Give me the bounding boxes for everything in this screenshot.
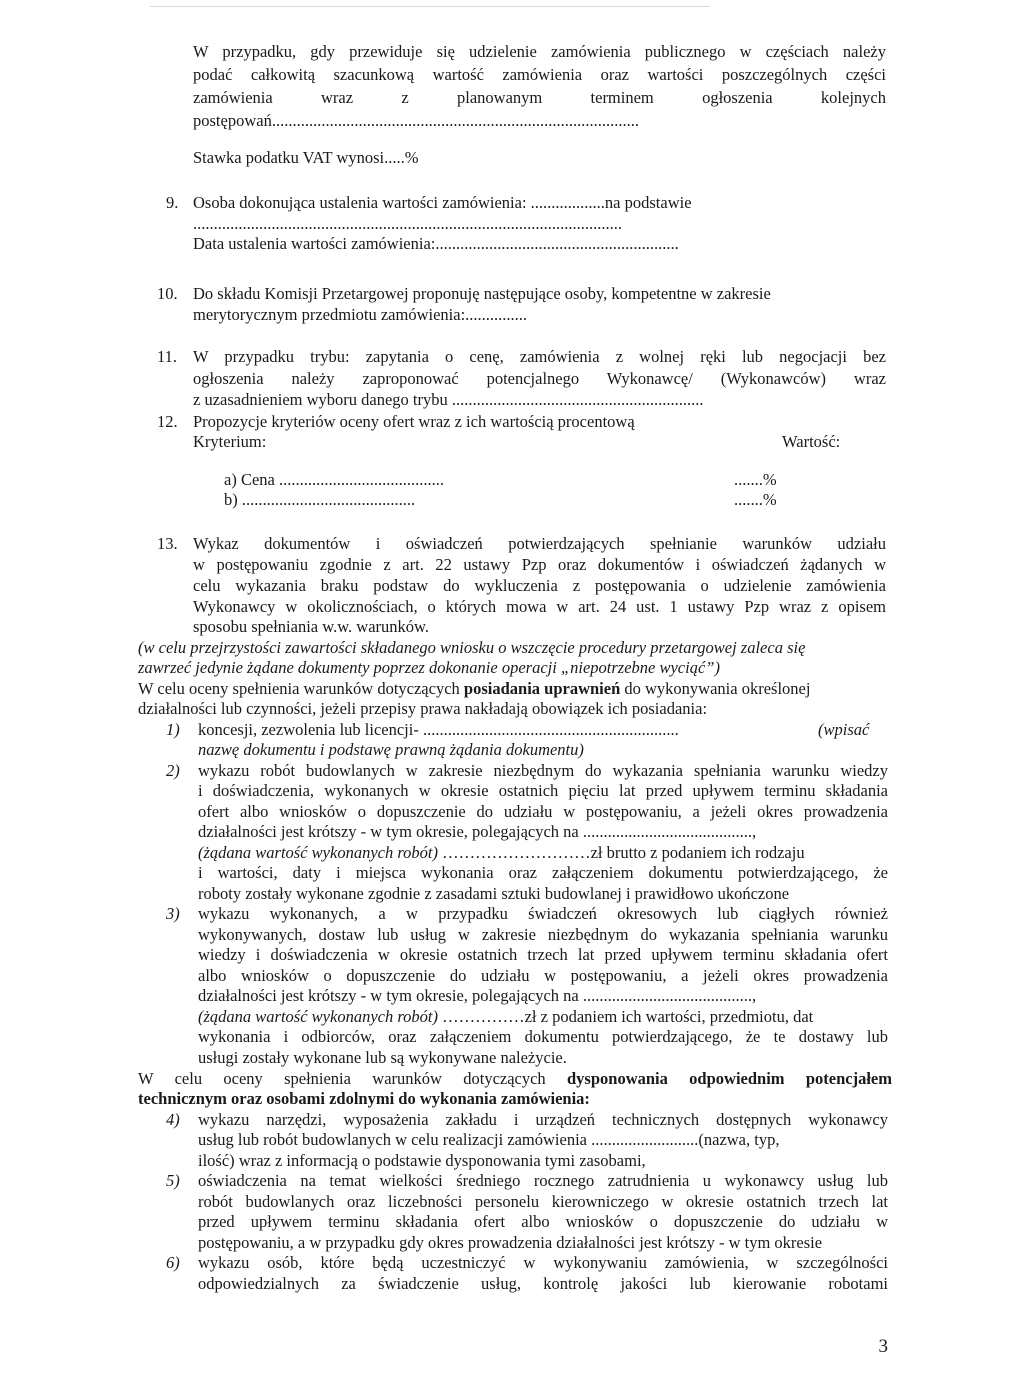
condition-6-line-2: odpowiedzialnych za świadczenie usług, kontrolę jakości lub kierowanie robotami	[198, 1274, 888, 1293]
condition-4-line-1: wykazu narzędzi, wyposażenia zakładu i urządzeń technicznych dostępnych wykonawcy	[198, 1110, 888, 1129]
section-capacity-line-1: W celu oceny spełnienia warunków dotyczących dysponowania odpowiednim potencjałem	[138, 1069, 892, 1088]
condition-4-line-3: ilość) wraz z informacją o podstawie dysponowania tymi zasobami,	[198, 1151, 646, 1170]
page-number: 3	[878, 1336, 888, 1357]
condition-3-line-4: albo wniosków o dopuszczenie do udziału w postępowaniu, a jeżeli okres prowadzenia	[198, 966, 888, 985]
item-11-line-2: ogłoszenia należy zaproponować potencjalnego Wykonawcę/ (Wykonawców) wraz	[193, 369, 886, 388]
item-12-number: 12.	[157, 412, 178, 431]
condition-2-line-6: i wartości, daty i miejsca wykonania oraz załączeniem dokumentu potwierdzającego, że	[198, 863, 888, 882]
intro-line-2: podać całkowitą szacunkową wartość zamówienia oraz wartości poszczególnych części	[193, 65, 886, 84]
item-10-line-1: Do składu Komisji Przetargowej proponuję następujące osoby, kompetentne w zakresie	[193, 284, 771, 303]
condition-5-line-1: oświadczenia na temat wielkości średniego rocznego zatrudnienia u wykonawcy usług lub	[198, 1171, 888, 1190]
condition-2-line-3: ofert albo wniosków o dopuszczenie do udziału w postępowaniu, a jeżeli okres prowadzenia	[198, 802, 888, 821]
condition-2-line-7: roboty zostały wykonane zgodnie z zasadami sztuki budowlanej i prawidłowo ukończone	[198, 884, 790, 903]
condition-3-line-6: (żądana wartość wykonanych robót) ……………zł z podaniem ich wartości, przedmiotu, dat	[198, 1007, 814, 1026]
item-9-line-1: Osoba dokonująca ustalenia wartości zamówienia: ..................na podstawie	[193, 193, 692, 212]
item-13-number: 13.	[157, 534, 178, 553]
item-13-line-3: celu wykazania braku podstaw do wykluczenia z postępowania o udzielenie zamówienia	[193, 576, 886, 595]
condition-2-line-2: i doświadczenia, wykonanych w okresie ostatnich pięciu lat przed upływem terminu składania	[198, 781, 888, 800]
item-13-line-1: Wykaz dokumentów i oświadczeń potwierdzających spełnianie warunków udziału	[193, 534, 886, 553]
condition-3-line-8: usługi zostały wykonane lub są wykonywane należycie.	[198, 1048, 567, 1067]
item-13-line-5: sposobu spełniania w.w. warunków.	[193, 617, 430, 636]
condition-5-line-4: postępowaniu, a w przypadku gdy okres prowadzenia działalności jest krótszy - w tym okresie	[198, 1233, 823, 1252]
value-header: Wartość:	[782, 432, 841, 451]
item-13-line-4: Wykonawcy w okolicznościach, o których mowa w art. 24 ust. 1 ustawy Pzp wraz z opisem	[193, 597, 886, 616]
condition-2-line-1: wykazu robót budowlanych w zakresie niezbędnym do wykazania spełniania warunku wiedzy	[198, 761, 888, 780]
criterion-b-value: .......%	[734, 490, 777, 509]
item-11-line-3: z uzasadnieniem wyboru danego trybu .............................................................	[193, 390, 704, 409]
condition-1-line-1: koncesji, zezwolenia lub licencji- ..............................................................	[198, 720, 679, 739]
condition-5-line-2: robót budowlanych oraz liczebności personelu kierowniczego w okresie ostatnich trzech lat	[198, 1192, 888, 1211]
condition-3-line-1: wykazu wykonanych, a w przypadku świadczeń okresowych lub ciągłych również	[198, 904, 888, 923]
item-11-line-1: W przypadku trybu: zapytania o cenę, zamówienia z wolnej ręki lub negocjacji bez	[193, 347, 886, 366]
item-9-line-2: ........................................................................................................	[193, 214, 622, 233]
condition-1-line-2: nazwę dokumentu i podstawę prawną żądania dokumentu)	[198, 740, 584, 759]
condition-2-line-4: działalności jest krótszy - w tym okresie, polegających na .........................................,	[198, 822, 757, 841]
condition-6-line-1: wykazu osób, które będą uczestniczyć w wykonywaniu zamówienia, w szczególności	[198, 1253, 888, 1272]
condition-6-number: 6)	[166, 1253, 180, 1272]
condition-2-number: 2)	[166, 761, 180, 780]
instruction-note-line-1: (w celu przejrzystości zawartości składanego wniosku o wszczęcie procedury przetargowej zaleca się	[138, 638, 806, 657]
section-authorization-line-2: działalności lub czynności, jeżeli przepisy prawa nakładają obowiązek ich posiadania:	[138, 699, 708, 718]
criterion-a-value: .......%	[734, 470, 777, 489]
condition-5-number: 5)	[166, 1171, 180, 1190]
section-capacity-bold: dysponowania odpowiednim potencjałem	[567, 1069, 892, 1088]
condition-3-number: 3)	[166, 904, 180, 923]
item-10-line-2: merytorycznym przedmiotu zamówienia:...............	[193, 305, 528, 324]
criterion-header: Kryterium:	[193, 432, 267, 451]
condition-3-line-7: wykonania i odbiorców, oraz załączeniem dokumentu potwierdzającego, że te dostawy lub	[198, 1027, 888, 1046]
condition-4-line-2: usług lub robót budowlanych w celu realizacji zamówienia ..........................(nazwa, typ,	[198, 1130, 780, 1149]
intro-line-1: W przypadku, gdy przewiduje się udzielenie zamówienia publicznego w częściach należy	[193, 42, 886, 61]
item-10-number: 10.	[157, 284, 178, 303]
section-authorization-bold: posiadania uprawnień	[463, 679, 621, 698]
intro-line-4: postępowań.........................................................................................	[193, 111, 639, 130]
vat-rate: Stawka podatku VAT wynosi.....%	[193, 148, 419, 167]
condition-5-line-3: przed upływem terminu składania ofert albo wniosków o dopuszczenie do udziału w	[198, 1212, 888, 1231]
instruction-note-line-2: zawrzeć jedynie żądane dokumenty poprzez dokonanie operacji „niepotrzebne wyciąć”)	[138, 658, 720, 677]
condition-3-line-3: wiedzy i doświadczenia w okresie ostatnich trzech lat przed upływem terminu składania ofert	[198, 945, 888, 964]
intro-line-3: zamówienia wraz z planowanym terminem ogłoszenia kolejnych	[193, 88, 886, 107]
condition-2-line-5: (żądana wartość wykonanych robót) ………………………zł brutto z podaniem ich rodzaju	[198, 843, 805, 862]
criterion-b: b) ..........................................	[224, 490, 416, 509]
item-11-number: 11.	[157, 347, 178, 366]
item-13-line-2: w postępowaniu zgodnie z art. 22 ustawy Pzp oraz dokumentów i oświadczeń żądanych w	[193, 555, 886, 574]
section-capacity-line-2: technicznym oraz osobami zdolnymi do wykonania zamówienia:	[138, 1089, 590, 1108]
condition-3-line-2: wykonywanych, dostaw lub usług w zakresie niezbędnym do wykazania spełniania warunku	[198, 925, 888, 944]
condition-1-hint: (wpisać	[818, 720, 870, 739]
item-9-number: 9.	[166, 193, 179, 212]
item-12-line-1: Propozycje kryteriów oceny ofert wraz z ich wartością procentową	[193, 412, 635, 431]
condition-3-line-5: działalności jest krótszy - w tym okresie, polegających na .........................................,	[198, 986, 757, 1005]
condition-1-number: 1)	[166, 720, 180, 739]
item-9-line-3: Data ustalenia wartości zamówienia:...........................................................	[193, 234, 679, 253]
criterion-a: a) Cena ........................................	[224, 470, 444, 489]
condition-4-number: 4)	[166, 1110, 180, 1129]
section-authorization-line-1: W celu oceny spełnienia warunków dotyczących posiadania uprawnień do wykonywania określonej	[138, 679, 811, 698]
